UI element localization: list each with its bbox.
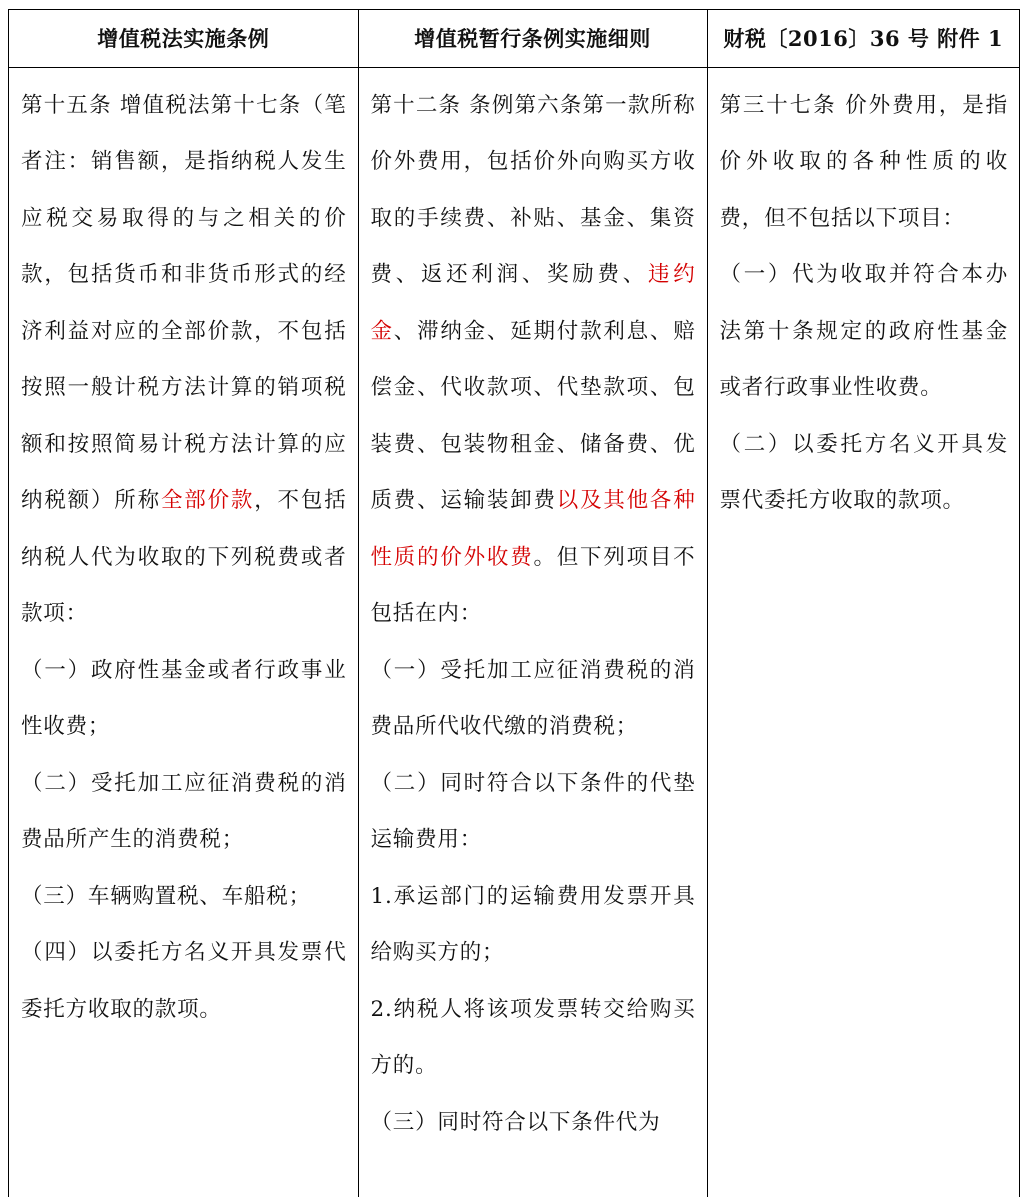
paragraph-text: 。但下列项目不包括在内： [370, 544, 696, 626]
column-caishui-36-annex1 [707, 67, 1019, 1197]
paragraph-text: 第十五条 增值税法第十七条（笔者注：销售额，是指纳税人发生应税交易取得的与之相关的价款，包括货币和非货币形式的经济利益对应的全部价款，不包括按照一般计税方法计算的销项税额和按照简易计税方法计算的应纳税额）所称 [21, 92, 347, 513]
paragraph [371, 869, 696, 982]
highlighted-term: 全部价款 [160, 488, 255, 513]
paragraph [21, 643, 347, 756]
paragraph [371, 982, 696, 1095]
paragraph-text: 1.承运部门的运输费用发票开具给购买方的； [370, 883, 696, 965]
header-vat-law-regulations: 增值税法实施条例 [9, 10, 358, 67]
paragraph [21, 756, 347, 869]
paragraph [371, 643, 696, 756]
column-vat-law-regulations [9, 67, 358, 1197]
paragraph-text: （三）车辆购置税、车船税； [21, 883, 311, 909]
paragraph-text: （二）以委托方名义开具发票代委托方收取的款项。 [719, 431, 1008, 513]
content-row [9, 67, 1019, 1197]
comparison-table [9, 10, 1019, 1197]
paragraph-text: 第三十七条 价外费用，是指价外收取的各种性质的收费，但不包括以下项目： [719, 92, 1008, 231]
paragraph [21, 78, 347, 643]
comparison-table-frame [8, 9, 1020, 1197]
paragraph-text: 、滞纳金、延期付款利息、赔偿金、代收款项、代垫款项、包装费、包装物租金、储备费、优质费、运输装卸费 [370, 318, 696, 513]
paragraph-text: （三）同时符合以下条件代为 [370, 1109, 661, 1135]
paragraph [21, 869, 347, 926]
paragraph-text: 第十二条 条例第六条第一款所称价外费用，包括价外向购买方收取的手续费、补贴、基金、集资费、返还利润、奖励费、 [370, 92, 696, 287]
paragraph-text: （一）受托加工应征消费税的消费品所代收代缴的消费税； [370, 657, 696, 739]
header-vat-interim-rules: 增值税暂行条例实施细则 [358, 10, 707, 67]
paragraph [21, 925, 347, 1038]
header-row [9, 10, 1019, 67]
paragraph-text: （二）受托加工应征消费税的消费品所产生的消费税； [21, 770, 347, 852]
paragraph-text: （一）代为收取并符合本办法第十条规定的政府性基金或者行政事业性收费。 [719, 262, 1008, 400]
column-vat-interim-rules [358, 67, 707, 1197]
highlighted-term: 以及其他各种性质的价外收费 [370, 488, 696, 570]
paragraph [371, 78, 696, 643]
paragraph-text: （二）同时符合以下条件的代垫运输费用： [370, 770, 696, 852]
paragraph [720, 247, 1009, 417]
paragraph-text: （四）以委托方名义开具发票代委托方收取的款项。 [21, 940, 347, 1022]
paragraph [371, 756, 696, 869]
paragraph-text: （一）政府性基金或者行政事业性收费； [21, 657, 347, 739]
highlighted-term: 违约金 [370, 262, 696, 344]
paragraph [720, 417, 1009, 530]
paragraph-text: ，不包括纳税人代为收取的下列税费或者款项： [21, 488, 347, 626]
header-caishui-36-annex1: 财税〔2016〕36 号 附件 1 [707, 10, 1019, 67]
paragraph [371, 1095, 696, 1152]
paragraph-text: 2.纳税人将该项发票转交给购买方的。 [370, 996, 696, 1078]
paragraph [720, 78, 1009, 248]
